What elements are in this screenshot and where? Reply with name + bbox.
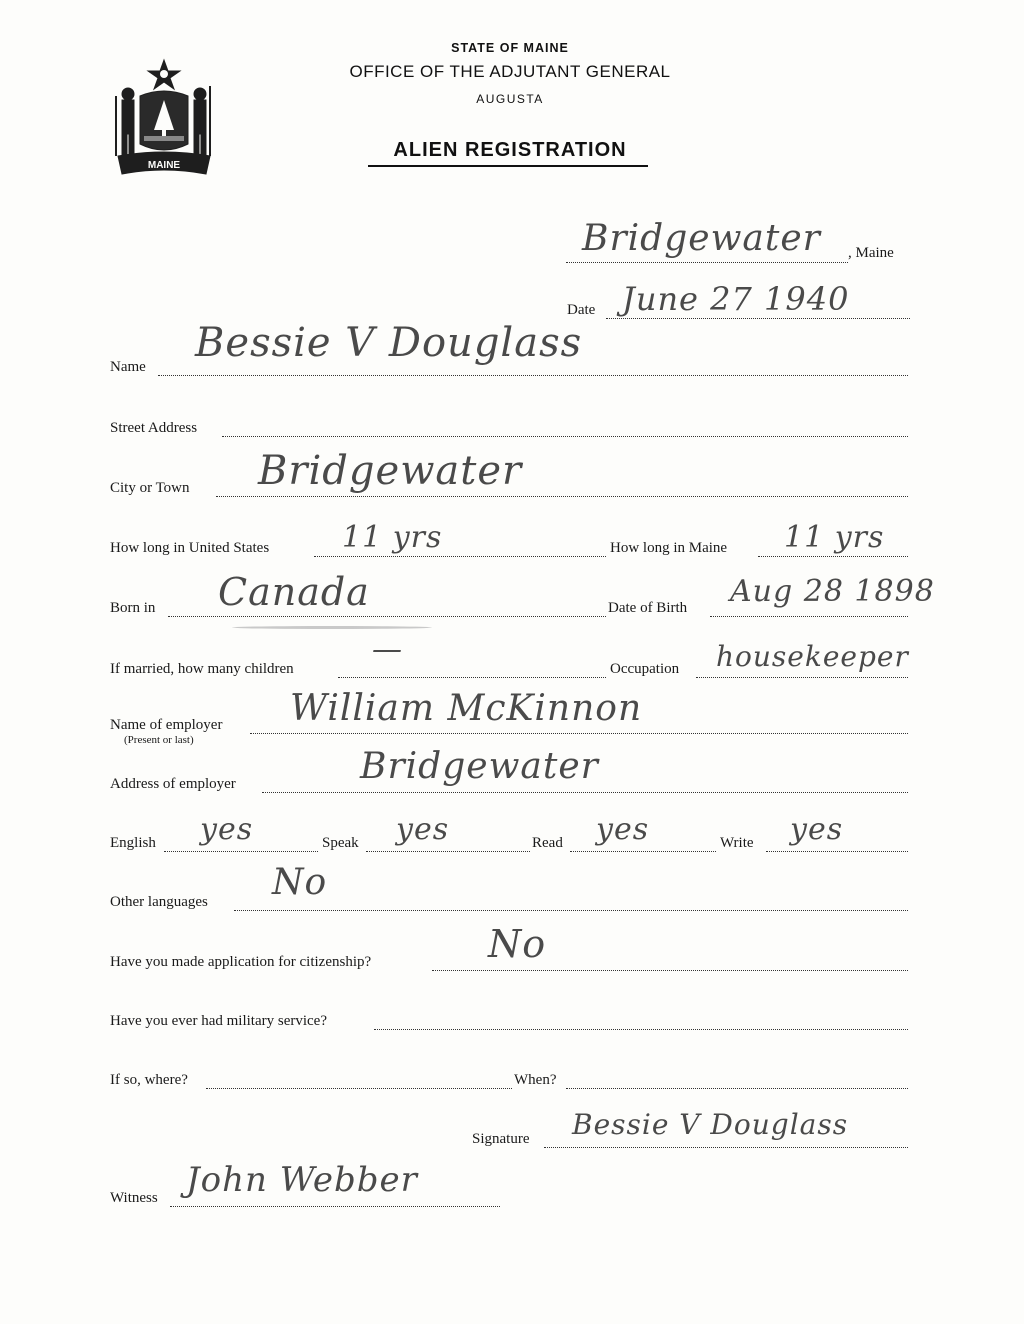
witness-line bbox=[170, 1206, 500, 1207]
street-address-line bbox=[222, 436, 908, 437]
name-label: Name bbox=[110, 359, 146, 375]
seal-text: MAINE bbox=[147, 160, 181, 171]
place-line bbox=[566, 262, 848, 263]
occupation-line bbox=[696, 677, 908, 678]
witness-label: Witness bbox=[110, 1190, 158, 1206]
citizenship-label: Have you made application for citizenship? bbox=[110, 954, 372, 970]
date-label: Date bbox=[567, 302, 596, 318]
write-line bbox=[766, 851, 908, 852]
place-value: Bridgewater bbox=[582, 218, 821, 259]
read-label: Read bbox=[532, 835, 563, 851]
header-city: AUGUSTA bbox=[476, 92, 544, 106]
name-line bbox=[158, 375, 908, 376]
born-in-line bbox=[168, 616, 606, 617]
english-value: yes bbox=[200, 812, 254, 847]
when-label: When? bbox=[514, 1072, 557, 1088]
how-long-maine-line bbox=[758, 556, 908, 557]
date-value: June 27 1940 bbox=[622, 280, 850, 318]
military-label: Have you ever had military service? bbox=[110, 1013, 327, 1029]
how-long-us-label: How long in United States bbox=[110, 540, 270, 556]
write-label: Write bbox=[720, 835, 754, 851]
maine-state-seal-icon bbox=[108, 56, 220, 180]
employer-address-value: Bridgewater bbox=[360, 746, 599, 787]
other-languages-label: Other languages bbox=[110, 894, 208, 910]
header-state: STATE OF MAINE bbox=[451, 41, 569, 55]
employer-label: Name of employer bbox=[110, 717, 223, 733]
citizenship-value: No bbox=[488, 922, 547, 966]
pencil-mark bbox=[232, 626, 432, 629]
employer-address-line bbox=[262, 792, 908, 793]
occupation-label: Occupation bbox=[610, 661, 680, 677]
title-underline bbox=[368, 165, 648, 167]
citizenship-line bbox=[432, 970, 908, 971]
dob-label: Date of Birth bbox=[608, 600, 688, 616]
city-label: City or Town bbox=[110, 480, 190, 496]
city-line bbox=[216, 496, 908, 497]
speak-line bbox=[366, 851, 530, 852]
employer-line bbox=[250, 733, 908, 734]
speak-label: Speak bbox=[322, 835, 359, 851]
english-line bbox=[164, 851, 318, 852]
children-label: If married, how many children bbox=[110, 661, 294, 677]
witness-value: John Webber bbox=[186, 1160, 418, 1200]
speak-value: yes bbox=[396, 812, 450, 847]
employer-value: William McKinnon bbox=[290, 688, 643, 729]
born-in-label: Born in bbox=[110, 600, 156, 616]
signature-value: Bessie V Douglass bbox=[572, 1108, 849, 1141]
header-office: OFFICE OF THE ADJUTANT GENERAL bbox=[349, 62, 671, 81]
born-in-value: Canada bbox=[218, 570, 370, 614]
write-value: yes bbox=[790, 812, 844, 847]
occupation-value: housekeeper bbox=[716, 640, 909, 673]
how-long-maine-value: 11 yrs bbox=[784, 520, 885, 555]
other-languages-line bbox=[234, 910, 908, 911]
how-long-us-line bbox=[314, 556, 606, 557]
city-value: Bridgewater bbox=[258, 448, 523, 494]
read-value: yes bbox=[596, 812, 650, 847]
employer-sublabel: (Present or last) bbox=[124, 734, 194, 746]
street-address-label: Street Address bbox=[110, 420, 198, 436]
when-line bbox=[566, 1088, 908, 1089]
military-line bbox=[374, 1029, 908, 1030]
page-title: ALIEN REGISTRATION bbox=[393, 139, 627, 161]
dob-line bbox=[710, 616, 908, 617]
read-line bbox=[570, 851, 716, 852]
date-line bbox=[606, 318, 910, 319]
children-line bbox=[338, 677, 606, 678]
place-label: , Maine bbox=[848, 245, 894, 261]
how-long-us-value: 11 yrs bbox=[342, 520, 443, 555]
where-line bbox=[206, 1088, 512, 1089]
dob-value: Aug 28 1898 bbox=[730, 574, 935, 609]
where-label: If so, where? bbox=[110, 1072, 188, 1088]
signature-label: Signature bbox=[472, 1131, 530, 1147]
english-label: English bbox=[110, 835, 156, 851]
other-languages-value: No bbox=[272, 862, 328, 903]
name-value: Bessie V Douglass bbox=[195, 320, 583, 366]
children-value: — bbox=[372, 632, 403, 667]
how-long-maine-label: How long in Maine bbox=[610, 540, 728, 556]
signature-line bbox=[544, 1147, 908, 1148]
employer-address-label: Address of employer bbox=[110, 776, 236, 792]
